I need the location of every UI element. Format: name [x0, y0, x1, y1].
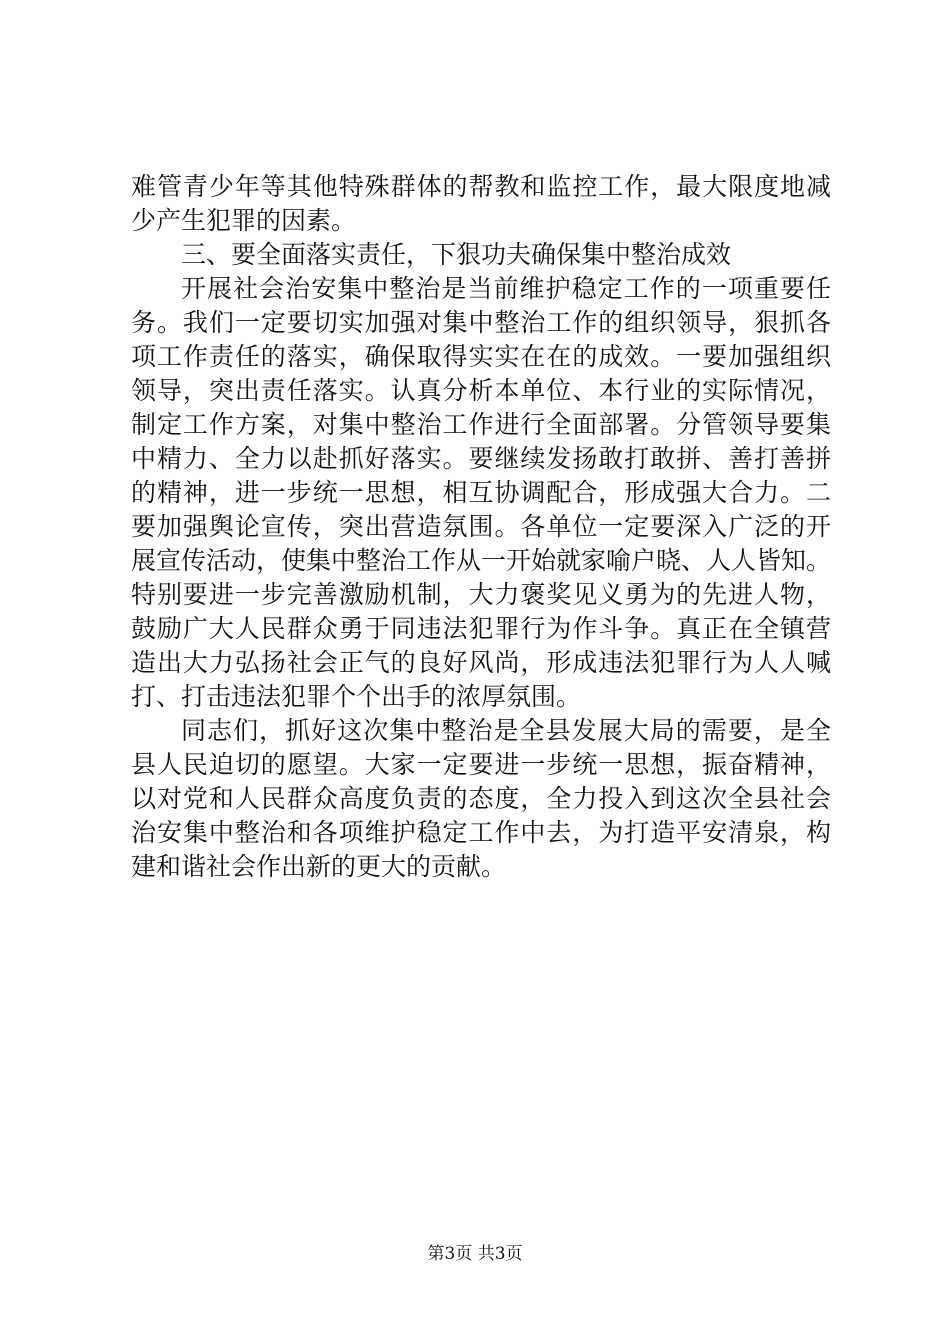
text-line: 制定工作方案，对集中整治工作进行全面部署。分管领导要集 — [131, 410, 831, 439]
text-line: 中精力、全力以赴抓好落实。要继续发扬敢打敢拼、善打善拼 — [131, 444, 831, 473]
text-line: 项工作责任的落实，确保取得实实在在的成效。一要加强组织 — [131, 342, 831, 371]
text-line: 以对党和人民群众高度负责的态度，全力投入到这次全县社会 — [131, 784, 831, 813]
text-line: 务。我们一定要切实加强对集中整治工作的组织领导，狠抓各 — [131, 308, 831, 337]
text-line: 少产生犯罪的因素。 — [131, 206, 357, 235]
text-line: 的精神，进一步统一思想，相互协调配合，形成强大合力。二 — [131, 478, 831, 507]
text-line: 特别要进一步完善激励机制，大力褒奖见义勇为的先进人物， — [131, 580, 831, 609]
text-line: 造出大力弘扬社会正气的良好风尚，形成违法犯罪行为人人喊 — [131, 648, 831, 677]
text-line: 县人民迫切的愿望。大家一定要进一步统一思想，振奋精神， — [131, 750, 831, 779]
document-body — [131, 170, 831, 884]
text-line: 鼓励广大人民群众勇于同违法犯罪行为作斗争。真正在全镇营 — [131, 614, 831, 643]
text-line: 难管青少年等其他特殊群体的帮教和监控工作，最大限度地减 — [131, 172, 831, 201]
text-line: 要加强舆论宣传，突出营造氛围。各单位一定要深入广泛的开 — [131, 512, 831, 541]
text-line: 领导，突出责任落实。认真分析本单位、本行业的实际情况， — [131, 376, 831, 405]
page-number: 第3页 共3页 — [427, 1244, 523, 1264]
text-line: 开展社会治安集中整治是当前维护稳定工作的一项重要任 — [181, 274, 831, 303]
text-line: 展宣传活动，使集中整治工作从一开始就家喻户晓、人人皆知。 — [131, 546, 831, 575]
text-line: 同志们，抓好这次集中整治是全县发展大局的需要，是全 — [181, 716, 831, 745]
text-line: 治安集中整治和各项维护稳定工作中去，为打造平安清泉，构 — [131, 818, 831, 847]
section-heading: 三、要全面落实责任，下狠功夫确保集中整治成效 — [181, 240, 732, 269]
text-line: 建和谐社会作出新的更大的贡献。 — [131, 852, 507, 881]
text-line: 打、打击违法犯罪个个出手的浓厚氛围。 — [131, 682, 582, 711]
